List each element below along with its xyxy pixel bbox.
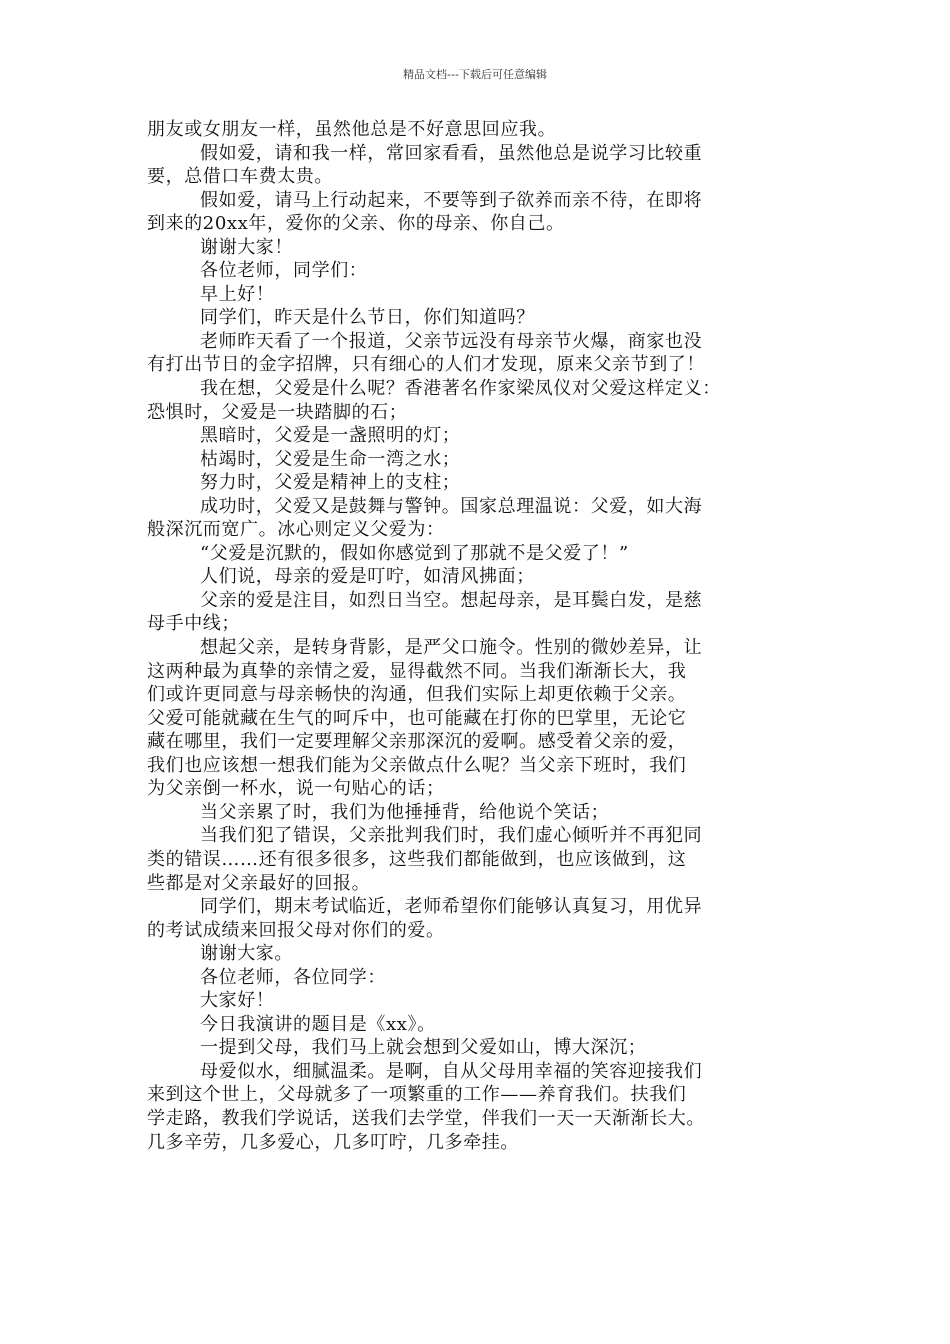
text-line: 假如爱，请马上行动起来，不要等到子欲养而亲不待，在即将 <box>200 189 703 211</box>
text-line: 几多辛劳，几多爱心，几多叮咛，几多牵挂。 <box>147 1131 519 1153</box>
text-line: 谢谢大家！ <box>200 236 293 258</box>
text-line: 今日我演讲的题目是《xx》。 <box>200 1013 436 1035</box>
text-line: 为父亲倒一杯水，说一句贴心的话； <box>147 778 445 800</box>
text-line: 各位老师，各位同学： <box>200 966 386 988</box>
text-line: 些都是对父亲最好的回报。 <box>147 872 371 894</box>
page-header: 精品文档---下载后可任意编辑 <box>403 68 547 81</box>
text-line: 我在想，父爱是什么呢？香港著名作家梁凤仪对父爱这样定义： <box>200 378 721 400</box>
text-line: 们或许更同意与母亲畅快的沟通，但我们实际上却更依赖于父亲。 <box>147 684 687 706</box>
text-line: 来到这个世上，父母就多了一项繁重的工作——养育我们。扶我们 <box>147 1084 687 1106</box>
text-line: 老师昨天看了一个报道，父亲节远没有母亲节火爆，商家也没 <box>200 330 703 352</box>
text-line: 假如爱，请和我一样，常回家看看，虽然他总是说学习比较重 <box>200 142 703 164</box>
text-line: 同学们，昨天是什么节日，你们知道吗？ <box>200 307 535 329</box>
text-line: 父亲的爱是注目，如烈日当空。想起母亲，是耳鬓白发，是慈 <box>200 589 703 611</box>
text-line: 藏在哪里，我们一定要理解父亲那深沉的爱啊。感受着父亲的爱， <box>147 731 687 753</box>
text-line: 学走路，教我们学说话，送我们去学堂，伴我们一天一天渐渐长大。 <box>147 1107 705 1129</box>
text-line: 朋友或女朋友一样，虽然他总是不好意思回应我。 <box>147 119 557 140</box>
text-line: 恐惧时，父爱是一块踏脚的石； <box>147 401 408 423</box>
text-line: 母手中线； <box>147 613 240 635</box>
text-line: 同学们，期末考试临近，老师希望你们能够认真复习，用优异 <box>200 896 703 918</box>
text-line: 努力时，父爱是精神上的支柱； <box>200 472 461 494</box>
text-line: 父爱可能就藏在生气的呵斥中，也可能藏在打你的巴掌里，无论它 <box>147 707 687 729</box>
text-line: 有打出节日的金字招牌，只有细心的人们才发现，原来父亲节到了！ <box>147 354 705 376</box>
text-line: 想起父亲，是转身背影，是严父口施令。性别的微妙差异，让 <box>200 637 703 659</box>
text-line: 枯竭时，父爱是生命一湾之水； <box>200 448 461 470</box>
text-line: 谢谢大家。 <box>200 943 293 965</box>
text-line: 早上好！ <box>200 283 275 305</box>
text-line: 母爱似水，细腻温柔。是啊，自从父母用幸福的笑容迎接我们 <box>200 1060 703 1082</box>
text-line: 人们说，母亲的爱是叮咛，如清风拂面； <box>200 566 535 588</box>
text-line: 一提到父母，我们马上就会想到父爱如山，博大深沉； <box>200 1037 647 1059</box>
text-line: 黑暗时，父爱是一盏照明的灯； <box>200 425 461 447</box>
text-line: 这两种最为真挚的亲情之爱，显得截然不同。当我们渐渐长大，我 <box>147 660 687 682</box>
text-line: 各位老师，同学们： <box>200 260 368 282</box>
text-line: 的考试成绩来回报父母对你们的爱。 <box>147 919 445 941</box>
text-line: 当我们犯了错误，父亲批判我们时，我们虚心倾听并不再犯同 <box>200 825 703 847</box>
document-body <box>147 118 819 1154</box>
text-line: 当父亲累了时，我们为他捶捶背，给他说个笑话； <box>200 801 610 823</box>
text-line: 到来的20xx年，爱你的父亲、你的母亲、你自己。 <box>147 213 565 235</box>
text-line: 般深沉而宽广。冰心则定义父爱为： <box>147 519 445 541</box>
text-line: 要，总借口车费太贵。 <box>147 166 333 188</box>
text-line: 大家好！ <box>200 990 275 1012</box>
text-line: “父爱是沉默的，假如你感觉到了那就不是父爱了！” <box>200 542 629 564</box>
text-line: 类的错误……还有很多很多，这些我们都能做到，也应该做到，这 <box>147 848 687 870</box>
text-line: 成功时，父爱又是鼓舞与警钟。国家总理温说：父爱，如大海 <box>200 495 703 517</box>
text-line: 我们也应该想一想我们能为父亲做点什么呢？当父亲下班时，我们 <box>147 754 687 776</box>
